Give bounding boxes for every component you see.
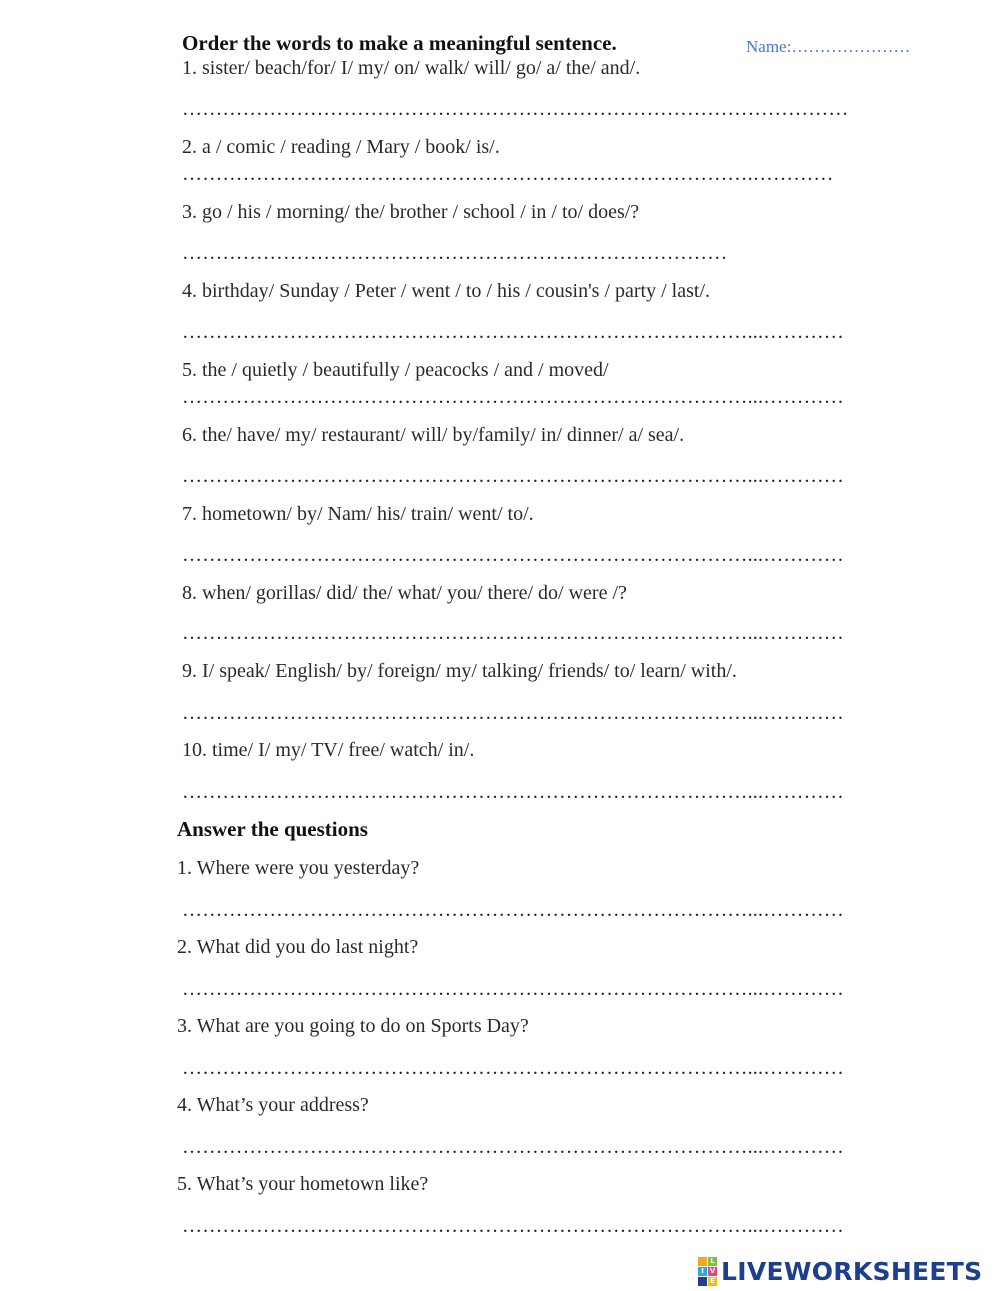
answer-question-5: 5. What’s your hometown like? [177, 1173, 429, 1195]
logo-blocks-icon: L I V E [698, 1257, 717, 1286]
answer-question-3: 3. What are you going to do on Sports Day? [177, 1015, 529, 1037]
question-1: 1. sister/ beach/for/ I/ my/ on/ walk/ will/ go/ a/ the/ and/. [182, 57, 641, 79]
answer-line-5[interactable]: …………………………………………………………………………...………… [182, 386, 844, 408]
answer-line-7[interactable]: …………………………………………………………………………...………… [182, 544, 844, 566]
question-7: 7. hometown/ by/ Nam/ his/ train/ went/ to/. [182, 503, 534, 525]
answer-question-line-4[interactable]: …………………………………………………………………………...………… [182, 1136, 844, 1158]
question-4: 4. birthday/ Sunday / Peter / went / to / his / cousin's / party / last/. [182, 280, 710, 302]
answer-question-line-1[interactable]: …………………………………………………………………………...………… [182, 899, 844, 921]
question-6: 6. the/ have/ my/ restaurant/ will/ by/family/ in/ dinner/ a/ sea/. [182, 424, 685, 446]
name-field[interactable]: Name:………………… [746, 37, 911, 56]
answer-line-9[interactable]: …………………………………………………………………………...………… [182, 702, 844, 724]
answer-question-1: 1. Where were you yesterday? [177, 857, 420, 879]
answer-question-line-5[interactable]: …………………………………………………………………………...………… [182, 1215, 844, 1237]
question-8: 8. when/ gorillas/ did/ the/ what/ you/ there/ do/ were /? [182, 582, 627, 604]
question-3: 3. go / his / morning/ the/ brother / school / in / to/ does/? [182, 201, 640, 223]
answer-question-line-3[interactable]: …………………………………………………………………………...………… [182, 1057, 844, 1079]
answer-line-3[interactable]: ……………………………………………………………………… [182, 242, 728, 264]
answer-line-1[interactable]: ……………………………………………………………………………………… [182, 98, 849, 120]
answer-line-10[interactable]: …………………………………………………………………………...………… [182, 781, 844, 803]
logo-text: LIVEWORKSHEETS [721, 1256, 983, 1286]
question-10: 10. time/ I/ my/ TV/ free/ watch/ in/. [182, 739, 475, 761]
question-5: 5. the / quietly / beautifully / peacocks / and / moved/ [182, 359, 609, 381]
answer-question-2: 2. What did you do last night? [177, 936, 419, 958]
answer-line-6[interactable]: …………………………………………………………………………...………… [182, 465, 844, 487]
answer-question-4: 4. What’s your address? [177, 1094, 369, 1116]
answer-question-line-2[interactable]: …………………………………………………………………………...………… [182, 978, 844, 1000]
section1-heading: Order the words to make a meaningful sentence. [182, 31, 617, 55]
question-2: 2. a / comic / reading / Mary / book/ is/. [182, 136, 500, 158]
liveworksheets-logo[interactable] [698, 1256, 982, 1286]
answer-line-4[interactable]: …………………………………………………………………………...………… [182, 321, 844, 343]
section2-heading: Answer the questions [177, 817, 368, 841]
answer-line-2[interactable]: ………………………………………………………………………….………… [182, 163, 834, 185]
question-9: 9. I/ speak/ English/ by/ foreign/ my/ talking/ friends/ to/ learn/ with/. [182, 660, 737, 682]
answer-line-8[interactable]: …………………………………………………………………………...………… [182, 622, 844, 644]
